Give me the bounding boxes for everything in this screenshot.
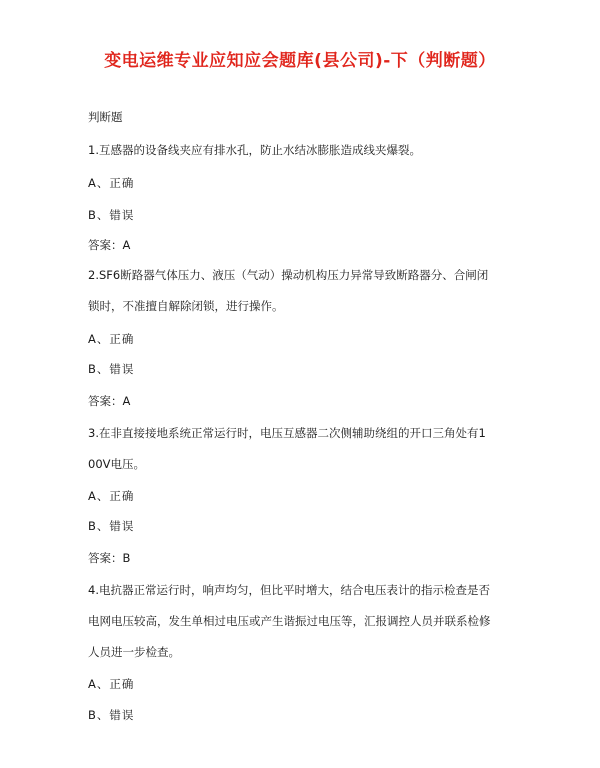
question-1-text-line-1: 1.互感器的设备线夹应有排水孔，防止水结冰膨胀造成线夹爆裂。 [88,143,421,157]
question-2-option-b: B、错误 [88,362,135,376]
question-4-option-a: A、正确 [88,677,135,691]
question-2-text-line-2: 锁时，不准擅自解除闭锁，进行操作。 [88,299,284,313]
question-2-text-line-1: 2.SF6断路器气体压力、液压（气动）操动机构压力异常导致断路器分、合闸闭 [88,268,489,282]
document-title: 变电运维专业应知应会题库(县公司)-下（判断题） [104,51,496,71]
question-1-option-b: B、错误 [88,208,135,222]
question-1-answer: 答案：A [88,238,131,252]
question-2-answer: 答案：A [88,394,131,408]
question-3-text-line-2: 00V电压。 [88,457,145,471]
question-3-answer: 答案：B [88,551,131,565]
question-3-option-b: B、错误 [88,519,135,533]
question-1-option-a: A、正确 [88,176,135,190]
question-3-text-line-1: 3.在非直接接地系统正常运行时，电压互感器二次侧辅助绕组的开口三角处有1 [88,426,486,440]
question-4-text-line-2: 电网电压较高，发生单相过电压或产生谐振过电压等，汇报调控人员并联系检修 [88,614,491,628]
section-heading: 判断题 [88,110,123,124]
question-4-text-line-1: 4.电抗器正常运行时，响声均匀，但比平时增大，结合电压表计的指示检查是否 [88,583,490,597]
question-2-option-a: A、正确 [88,332,135,346]
question-3-option-a: A、正确 [88,489,135,503]
question-4-option-b: B、错误 [88,708,135,722]
question-4-text-line-3: 人员进一步检查。 [88,645,180,659]
